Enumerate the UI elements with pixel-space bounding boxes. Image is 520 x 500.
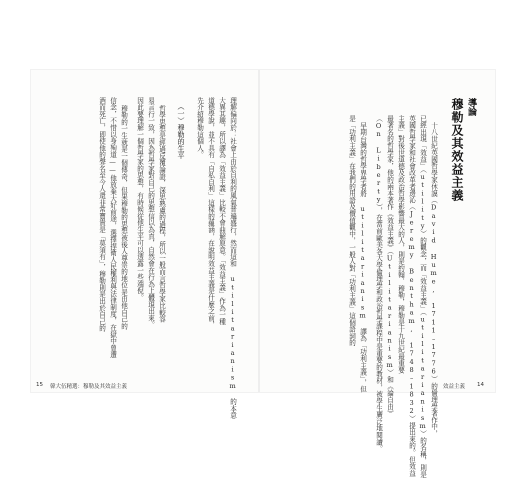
- text-column: 理解偏向於：社會上由於自利的風氣普遍盛行，然而這和 utilitarianism 的本意: [228, 97, 237, 419]
- text-column: 十八世紀英國哲學家休謨（David Hume, 1711–1776）的倫理學著作中，: [429, 122, 438, 437]
- text-column: 最著名的哲學家，他的兩本著作《效益主義》（Utilitarianism）和《論自由》: [385, 115, 394, 417]
- text-column: 大異其趣，所以譯為「效益主義」比較不會曲解原意。「效益主義」作為一種: [217, 97, 226, 325]
- text-column: 道德學說，並不具有「自私自利」這樣的蘊涵，在說明效益主義是什麼之前，: [206, 97, 215, 329]
- text-column: 酒而死亡，即使他的聲名至今人還非常寶貴是「莫須有」，穆勒則是出於自己的: [97, 97, 106, 332]
- text-column: 哲學思想是經過反覆論證，深思熟慮的過程，所以一般而言哲學家比較容: [157, 105, 166, 323]
- right-page: [260, 70, 495, 478]
- right-page-number: 14: [477, 382, 484, 388]
- left-running-title: 韓大伍精選：穆勒及其效益主義: [50, 384, 128, 390]
- text-column: 已經出現「效益」（utility）的觀念，而「效益主義」（utilitarianism）的名稱，則是: [418, 115, 427, 478]
- chapter-title: 穆勒及其效益主義: [450, 98, 464, 202]
- text-column: 穆勒的一生就是一個傳奇，但果穆勒的思想被後人尊崇的地位是由他自己的: [119, 105, 128, 330]
- text-column: 因此要理解一個哲學家的思想，有時候從他生平可以透露一些端倪。: [135, 97, 144, 301]
- text-column: 英國哲學家和社會改革者邊沁（Jeremy Bentham, 1748–1832）提出來的。但效益: [407, 115, 416, 477]
- text-column: 早期台灣的哲學界學者將 utilitarianism 譯為「功利主義」，但: [358, 122, 367, 393]
- section-heading: （一）穆勒的生平: [177, 103, 185, 159]
- text-column: 易言行一致，因為哲學家對自己的思想信以為真，自然會在行為上體現出來。: [146, 97, 155, 329]
- left-page-number: 15: [36, 382, 43, 388]
- chapter-label: 導論: [466, 98, 476, 116]
- text-column: （On Liberty），在當前歐美各大學倫理學和政治哲學課程中是重要的教材，被學生廣泛地閱讀。: [374, 115, 383, 453]
- text-column: 信念，不惜以身殉道——他放棄大好前途，選擇捍衛人民權利與法律制度，在獄中曾遭: [108, 97, 117, 359]
- right-running-title: 效益主義: [443, 384, 466, 390]
- text-column: 是「功利主義」在我們的用語及價值觀中，一般人對「功利主義」這個語詞的: [347, 115, 356, 347]
- left-page: [31, 70, 259, 419]
- text-column: 先介紹穆勒這個人。: [195, 97, 204, 159]
- text-column: 主義」對後世道德及政治哲學影響最大的人，則是約翰．穆勒，穆勒是十九世紀最重要: [396, 115, 405, 374]
